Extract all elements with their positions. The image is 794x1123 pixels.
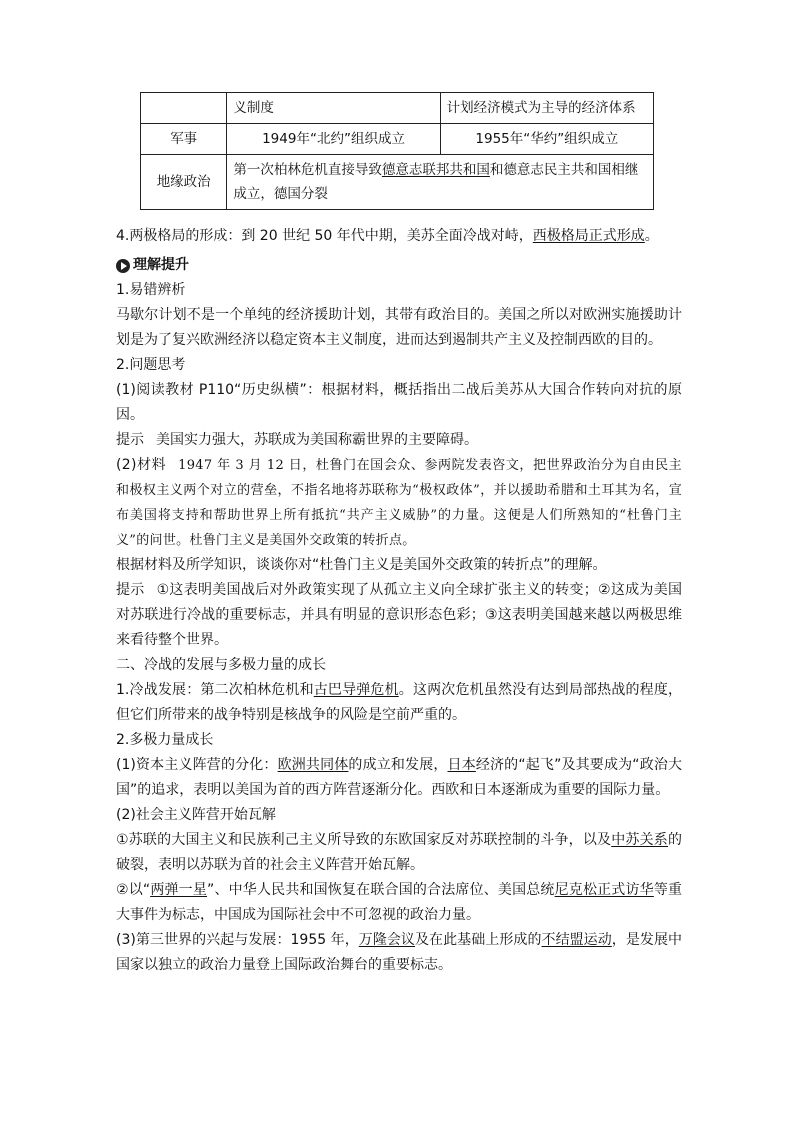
text-span: 及在此基础上形成的 — [415, 932, 542, 948]
tips-heading — [116, 253, 682, 278]
hint-2 — [116, 578, 682, 653]
underlined-term: 万隆会议 — [358, 932, 415, 948]
text-span: 的破裂，表明以苏联为首的社会主义阵营开始瓦解。 — [116, 832, 682, 873]
question-2: 根据材料及所学知识，谈谈你对“杜鲁门主义是美国外交政策的转折点”的理解。 — [116, 557, 607, 573]
tips-heading-text: 理解提升 — [133, 257, 189, 273]
underlined-term: 中苏关系 — [611, 832, 668, 848]
text-span: 。 — [644, 228, 659, 244]
underlined-term: 欧洲共同体 — [277, 757, 349, 773]
play-circle-icon — [116, 259, 130, 273]
paragraph-soviet — [116, 828, 682, 878]
text-span: ，是发展中国家以独立的政治力量登上国际政治舞台的重要标志。 — [116, 932, 683, 973]
row-label-geopolitics: 地缘政治 — [141, 155, 227, 210]
text-span: (1)资本主义阵营的分化： — [116, 757, 278, 773]
text-span: 1.冷战发展：第二次柏林危机和 — [116, 682, 314, 698]
underlined-term: 日本 — [447, 757, 476, 773]
table-row — [141, 93, 654, 124]
text-span: 等重大事件为标志，中国成为国际社会中不可忽视的政治力量。 — [116, 882, 683, 923]
text-span: ①苏联的大国主义和民族利己主义所导致的东欧国家反对苏联控制的斗争，以及 — [116, 832, 612, 848]
underlined-term: 古巴导弹危机 — [313, 682, 399, 698]
row-label-military: 军事 — [141, 124, 227, 155]
paragraph-china — [116, 878, 682, 928]
hint-label: 提示 — [116, 582, 145, 598]
table-cell — [141, 93, 227, 124]
table-cell-nato: 1949年“北约”组织成立 — [227, 124, 440, 155]
text-span: 经济的“起飞”及其要成为“政治大国”的追求，表明以美国为首的西方阵营逐渐分化。西欧和日本逐渐成为重要的国际力量。 — [116, 757, 683, 798]
text-span: 的成立和发展， — [348, 757, 448, 773]
paragraph: 马歇尔计划不是一个单纯的经济援助计划，其带有政治目的。美国之所以对欧洲实施援助计划是为了复兴欧洲经济以稳定资本主义制度，进而达到遏制共产主义及控制西欧的目的。 — [116, 307, 682, 348]
hint-text: ①这表明美国战后对外政策实现了从孤立主义向全球扩张主义的转变；②这成为美国对苏联进行冷战的重要标志，并具有明显的意识形态色彩；③这表明美国越来越以两极思维来看待整个世界。 — [116, 582, 682, 648]
table-row — [141, 155, 654, 210]
document-page — [116, 92, 682, 978]
text-span: 和德意志民主共和国相继成立，德国分裂 — [233, 162, 639, 202]
material-label: (2)材料 — [116, 457, 167, 473]
section-title: 2.多极力量成长 — [116, 732, 214, 748]
underlined-term: 西极格局正式形成 — [532, 228, 645, 244]
material-text: 1947 年 3 月 12 日，杜鲁门在国会众、参两院发表咨文，把世界政治分为自由民主和极权主义两个对立的营垒，不指名地将苏联称为“极权政体”，并以援助希腊和土耳其为名，宣布美国将支持和帮助世界上所有抵抗“共产主义威胁”的力量。这便是人们所熟知的“杜鲁门主义”的问世。杜鲁门主义是美国外交政策的转折点。 — [116, 458, 682, 548]
text-span: (3)第三世界的兴起与发展：1955 年， — [116, 932, 359, 948]
text-span: 4.两极格局的形成：到 20 世纪 50 年代中期，美苏全面冷战对峙， — [116, 228, 533, 244]
underlined-term: 不结盟运动 — [541, 932, 612, 948]
text-span: 。这两次危机虽然没有达到局部热战的程度，但它们所带来的战争特别是核战争的风险是空前严重的。 — [116, 682, 683, 723]
section-title: 2.问题思考 — [116, 357, 186, 373]
section-title: 1.易错辨析 — [116, 282, 186, 298]
section-bipolar — [116, 224, 682, 249]
paragraph-capitalist — [116, 753, 682, 803]
text-span: ②以“ — [116, 882, 151, 898]
table-cell-geopolitics — [227, 155, 654, 210]
text-span: ”、中华人民共和国恢复在联合国的合法席位、美国总统 — [207, 882, 555, 898]
part-title: 二、冷战的发展与多极力量的成长 — [116, 657, 326, 673]
table-cell-warsaw: 1955年“华约”组织成立 — [440, 124, 653, 155]
paragraph-third-world — [116, 928, 682, 978]
underlined-term: 尼克松正式访华 — [554, 882, 654, 898]
text-span: 第一次柏林危机直接导致 — [233, 162, 382, 178]
hint-text: 美国实力强大，苏联成为美国称霸世界的主要障碍。 — [156, 432, 478, 448]
paragraph-cold-war — [116, 678, 682, 728]
question-1: (1)阅读教材 P110“历史纵横”：根据材料，概括指出二战后美苏从大国合作转向对抗的原因。 — [116, 382, 682, 423]
comparison-table — [140, 92, 654, 210]
section-title: (2)社会主义阵营开始瓦解 — [116, 807, 276, 823]
table-cell: 义制度 — [227, 93, 440, 124]
table-row — [141, 124, 654, 155]
hint-label: 提示 — [116, 432, 144, 448]
table-cell: 计划经济模式为主导的经济体系 — [440, 93, 653, 124]
hint-1 — [116, 428, 682, 453]
underlined-term: 两弹一星 — [150, 882, 208, 898]
material-block — [116, 453, 682, 553]
underlined-term: 德意志联邦共和国 — [381, 162, 490, 178]
